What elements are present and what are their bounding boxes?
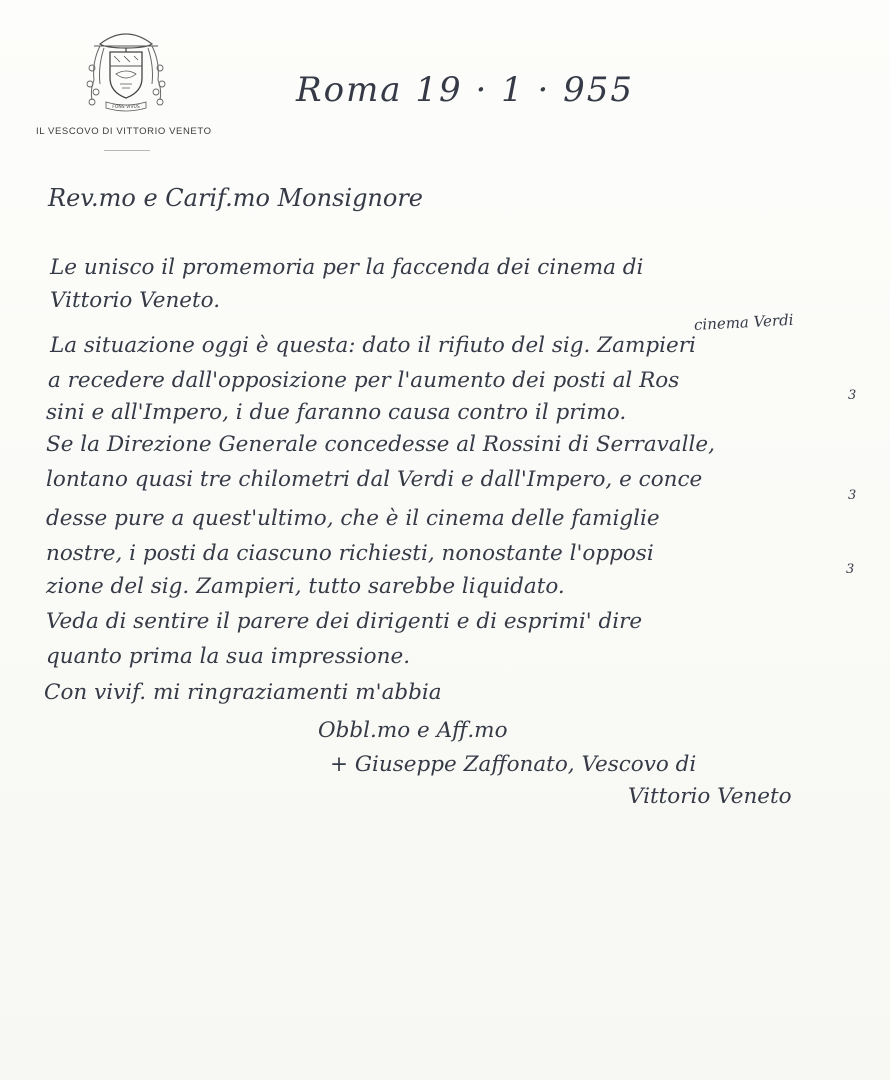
body-line: Le unisco il promemoria per la faccenda dei cinema di — [50, 255, 644, 280]
closing: Obbl.mo e Aff.mo — [318, 718, 508, 743]
body-line: sini e all'Impero, i due faranno causa contro il primo. — [46, 400, 627, 425]
signature-name: + Giuseppe Zaffonato, Vescovo di — [330, 752, 697, 777]
body-line: Con vivif. mi ringraziamenti m'abbia — [44, 680, 442, 705]
body-line: Vittorio Veneto. — [50, 288, 221, 313]
letterhead — [36, 22, 226, 157]
body-line: Veda di sentire il parere dei dirigenti e di esprimi' dire — [46, 609, 643, 634]
body-line: nostre, i posti da ciascuno richiesti, nonostante l'opposi — [46, 541, 654, 566]
letter-date: Roma 19 · 1 · 955 — [296, 70, 635, 110]
signature-place: Vittorio Veneto — [628, 784, 792, 809]
salutation: Rev.mo e Carif.mo Monsignore — [48, 184, 424, 212]
body-line: a recedere dall'opposizione per l'aumento dei posti al Ros — [48, 368, 680, 393]
letterhead-title: IL VESCOVO DI VITTORIO VENETO — [36, 126, 212, 137]
letterhead-rule — [104, 150, 150, 151]
body-line: Se la Direzione Generale concedesse al Rossini di Serravalle, — [46, 432, 715, 457]
superscript-mark: 3 — [846, 562, 855, 577]
body-line: La situazione oggi è questa: dato il rifiuto del sig. Zampieri — [50, 333, 696, 358]
inserted-note: cinema Verdi — [693, 310, 794, 334]
crest-motto: FONS VIVUS — [112, 105, 140, 110]
superscript-mark: 3 — [848, 388, 857, 403]
superscript-mark: 3 — [848, 488, 857, 503]
body-line: zione del sig. Zampieri, tutto sarebbe liquidato. — [46, 574, 565, 599]
body-line: quanto prima la sua impressione. — [46, 644, 411, 669]
body-line: desse pure a quest'ultimo, che è il cinema delle famiglie — [46, 506, 660, 531]
body-line: lontano quasi tre chilometri dal Verdi e dall'Impero, e conce — [46, 467, 703, 492]
coat-of-arms-icon — [80, 22, 172, 112]
